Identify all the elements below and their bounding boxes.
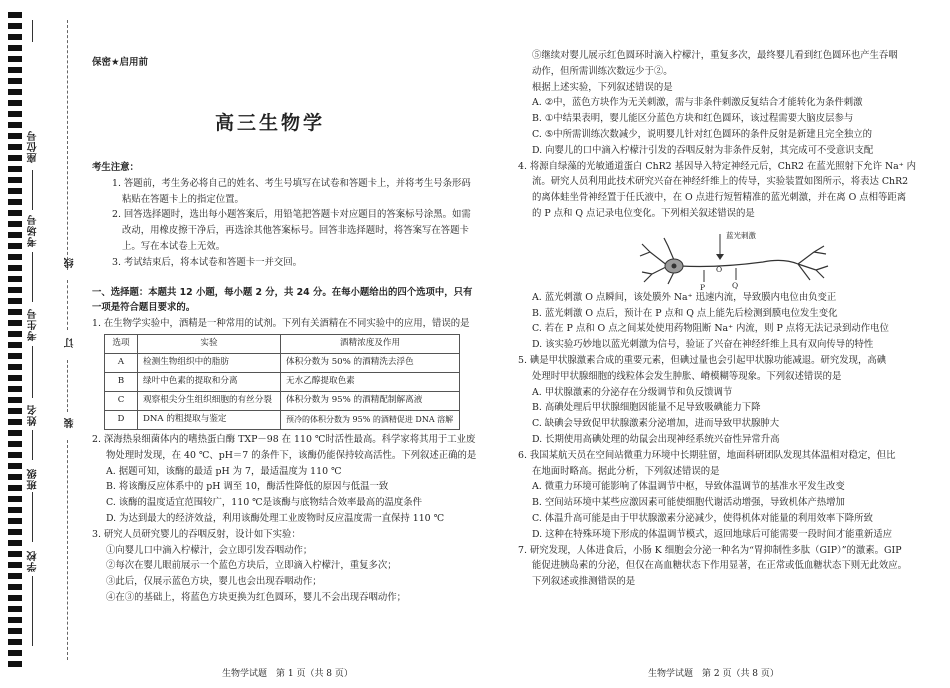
binding-bar — [8, 78, 22, 84]
binding-word-order: 订 — [65, 338, 76, 348]
table-cell: 预冷的体积分数为 95% 的酒精促进 DNA 溶解 — [281, 410, 460, 429]
binding-bar — [8, 485, 22, 491]
binding-dashed-line — [67, 280, 68, 330]
table-header: 实验 — [138, 334, 281, 353]
table-cell: 体积分数为 50% 的酒精洗去浮色 — [281, 353, 460, 372]
candidate-number-label: 考生号 — [28, 308, 39, 341]
binding-bar — [8, 12, 22, 18]
question-6-stem: 在地面时略高。据此分析，下列叙述错误的是 — [532, 465, 720, 477]
binding-bar — [8, 430, 22, 436]
binding-bar — [8, 441, 22, 447]
binding-bar — [8, 518, 22, 524]
option-d: D. 该实验巧妙地以蓝光刺激为信号，验证了兴奋在神经纤维上具有双向传导的特性 — [532, 339, 874, 351]
stimulus-label: 蓝光刺激 — [726, 230, 756, 240]
binding-bar — [8, 364, 22, 370]
footer-page-1: 生物学试题 第 1 页（共 8 页） — [222, 669, 353, 679]
binding-bar — [8, 650, 22, 656]
binding-bar — [8, 254, 22, 260]
table-cell: 检测生物组织中的脂肪 — [138, 353, 281, 372]
table-row — [105, 391, 460, 410]
table-row — [105, 410, 460, 429]
binding-bar — [8, 23, 22, 29]
experiment-step: ④在③的基础上，将蓝色方块更换为红色圆环，婴儿不会出现吞咽动作； — [106, 591, 407, 603]
binding-bar — [8, 199, 22, 205]
binding-line — [32, 492, 33, 542]
note-item: 3. 考试结束后，将本试卷和答题卡一并交回。 — [112, 256, 303, 268]
option-d: D. 向婴儿的口中滴入柠檬汁引发的吞咽反射为非条件反射，其完成可不受意识支配 — [532, 144, 874, 156]
table-row — [105, 353, 460, 372]
binding-bar — [8, 287, 22, 293]
binding-bar — [8, 408, 22, 414]
binding-bar — [8, 133, 22, 139]
binding-bar — [8, 45, 22, 51]
binding-bar — [8, 606, 22, 612]
question-4-stem: 4. 将源自绿藻的光敏通道蛋白 ChR2 基因导入特定神经元后，ChR2 在蓝光照射下允许 Na⁺ 内 — [518, 160, 917, 172]
point-p-label: P — [700, 282, 706, 292]
binding-bar — [8, 452, 22, 458]
binding-bars — [8, 12, 22, 678]
binding-bar — [8, 232, 22, 238]
question-7-stem: 下列叙述或推测错误的是 — [532, 576, 636, 588]
option-a: A. 据题可知，该酶的最适 pH 为 7，最适温度为 110 ℃ — [106, 465, 342, 477]
binding-bar — [8, 463, 22, 469]
binding-bar — [8, 628, 22, 634]
binding-bar — [8, 474, 22, 480]
binding-bar — [8, 221, 22, 227]
page-title: 高三生物学 — [214, 112, 325, 134]
notes-heading: 考生注意： — [92, 162, 139, 173]
question-4-stem: 的 P 点和 Q 点记录电位变化。下列相关叙述错误的是 — [532, 207, 755, 219]
option-d: D. 这种在特殊环境下形成的体温调节模式，返回地球后可能需要一段时间才能重新适应 — [532, 528, 893, 540]
binding-dashed-line — [67, 440, 68, 660]
section-heading: 一、选择题：本题共 12 小题，每小题 2 分，共 24 分。在每小题给出的四个选项中，只有一项是符合题目要求的。 — [92, 286, 473, 314]
binding-word-bind: 装 — [65, 418, 76, 428]
question-4-stem: 流。研究人员利用此技术研究兴奋在神经纤维上的传导，实验装置如图所示，将表达 ChR2 — [532, 176, 909, 188]
question-1-stem: 1. 在生物学实验中，酒精是一种常用的试剂。下列有关酒精在不同实验中的应用，错误的是 — [92, 318, 470, 330]
option-c: C. 体温升高可能是由于甲状腺激素分泌减少，使得机体对能量的利用效率下降所致 — [532, 512, 873, 524]
question-2-stem: 物处理时发现，在 40 ℃、pH＝7 的条件下，该酶仍能保持较高活性。下列叙述正确的是 — [106, 449, 477, 461]
binding-dashed-line — [67, 360, 68, 412]
exam-room-label: 考场号 — [28, 214, 39, 247]
binding-bar — [8, 419, 22, 425]
table-cell: C — [105, 391, 138, 410]
binding-bar — [8, 243, 22, 249]
option-c: C. 若在 P 点和 O 点之间某处使用药物阻断 Na⁺ 内流，则 P 点将无法记录到动作电位 — [532, 323, 889, 335]
table-cell: B — [105, 372, 138, 391]
right-column — [518, 48, 923, 590]
class-label: 班级 — [28, 468, 39, 490]
experiment-step: ①向婴儿口中滴入柠檬汁，会立即引发吞咽动作； — [106, 544, 313, 556]
binding-bar — [8, 56, 22, 62]
binding-line — [32, 252, 33, 302]
binding-bar — [8, 540, 22, 546]
binding-bar — [8, 617, 22, 623]
binding-bar — [8, 265, 22, 271]
binding-bar — [8, 639, 22, 645]
binding-bar — [8, 298, 22, 304]
confidential-mark: 保密★启用前 — [92, 57, 149, 68]
binding-bar — [8, 166, 22, 172]
binding-line — [32, 170, 33, 210]
binding-bar — [8, 144, 22, 150]
question-2-stem: 2. 深海热泉细菌体内的嗜热蛋白酶 TXP－98 在 110 ℃时活性最高。科学家将其用于工业废 — [92, 433, 476, 445]
left-column — [92, 160, 478, 606]
binding-bar — [8, 397, 22, 403]
question-3-stem: 3. 研究人员研究婴儿的吞咽反射，设计如下实验： — [92, 528, 301, 540]
option-b: B. 高碘处理后甲状腺细胞因能量不足导致吸碘能力下降 — [532, 402, 761, 414]
binding-bar — [8, 100, 22, 106]
option-b: B. ①中结果表明，婴儿能区分蓝色方块和红色圆环，该过程需要大脑皮层参与 — [532, 113, 854, 125]
binding-bar — [8, 309, 22, 315]
binding-bar — [8, 551, 22, 557]
question-lead: 根据上述实验，下列叙述错误的是 — [532, 81, 673, 93]
binding-line — [32, 346, 33, 398]
table-header: 酒精浓度及作用 — [281, 334, 460, 353]
option-a: A. 微重力环境可能影响了体温调节中枢，导致体温调节的基准水平发生改变 — [532, 481, 845, 493]
table-cell: 体积分数为 95% 的酒精配制解离液 — [281, 391, 460, 410]
option-c: C. 缺碘会导致促甲状腺激素分泌增加，进而导致甲状腺肿大 — [532, 418, 780, 430]
table-cell: 绿叶中色素的提取和分离 — [138, 372, 281, 391]
table-cell: 观察根尖分生组织细胞的有丝分裂 — [138, 391, 281, 410]
table-row — [105, 372, 460, 391]
binding-line — [32, 20, 33, 42]
binding-bar — [8, 89, 22, 95]
question-7-stem: 能促进胰岛素的分泌，但仅在高血糖状态下作用显著，在正常或低血糖状态下则无此效应。 — [532, 560, 908, 572]
binding-bar — [8, 661, 22, 667]
binding-bar — [8, 496, 22, 502]
binding-bar — [8, 155, 22, 161]
question-1-table — [104, 334, 460, 430]
option-c: C. ⑤中所需训练次数减少，说明婴儿针对红色圆环的条件反射是新建且完全独立的 — [532, 128, 872, 140]
binding-bar — [8, 34, 22, 40]
binding-bar — [8, 320, 22, 326]
binding-bar — [8, 375, 22, 381]
experiment-step: ②每次在婴儿眼前展示一个蓝色方块后，立即滴入柠檬汁，重复多次； — [106, 560, 397, 572]
footer-page-2: 生物学试题 第 2 页（共 8 页） — [648, 669, 779, 679]
point-o-label: O — [716, 264, 723, 274]
binding-bar — [8, 584, 22, 590]
binding-bar — [8, 177, 22, 183]
question-6-stem: 6. 我国某航天员在空间站微重力环境中长期驻留，地面科研团队发现其体温相对稳定，但比 — [518, 449, 896, 461]
binding-bar — [8, 529, 22, 535]
binding-line — [32, 430, 33, 460]
neuron-figure — [518, 222, 923, 290]
table-cell: D — [105, 410, 138, 429]
binding-bar — [8, 111, 22, 117]
binding-bar — [8, 562, 22, 568]
table-cell: 无水乙醇提取色素 — [281, 372, 460, 391]
option-c: C. 该酶的温度适宜范围较广，110 ℃是该酶与底物结合效率最高的温度条件 — [106, 497, 423, 509]
question-5-stem: 5. 碘是甲状腺激素合成的重要元素，但碘过量也会引起甲状腺功能减退。研究发现，高碘 — [518, 354, 887, 366]
binding-bar — [8, 122, 22, 128]
binding-bar — [8, 386, 22, 392]
note-item: 2. 回答选择题时，选出每小题答案后，用铅笔把答题卡对应题目的答案标号涂黑。如需改动，用橡皮擦干净后，再选涂其他答案标号。回答非选择题时，将答案写在答题卡上。写在本试卷上无效。 — [112, 209, 471, 252]
experiment-step: 动作，但所需训练次数远少于②。 — [532, 65, 673, 77]
binding-dashed-line — [67, 20, 68, 270]
table-header: 选项 — [105, 334, 138, 353]
experiment-step: ③此后，仅展示蓝色方块，婴儿也会出现吞咽动作； — [106, 576, 322, 588]
binding-bar — [8, 276, 22, 282]
school-label: 学校 — [28, 550, 39, 572]
option-d: D. 长期使用高碘处理的幼鼠会出现神经系统兴奋性异常升高 — [532, 433, 780, 445]
binding-bar — [8, 67, 22, 73]
point-q-label: Q — [732, 280, 739, 290]
binding-word-line: 线 — [65, 258, 76, 268]
neuron-diagram — [518, 222, 923, 290]
option-a: A. 蓝光刺激 O 点瞬间，该处膜外 Na⁺ 迅速内流，导致膜内电位由负变正 — [532, 291, 837, 303]
binding-line — [32, 576, 33, 646]
option-b: B. 将该酶反应体系中的 pH 调至 10，酶活性降低的原因与低温一致 — [106, 481, 389, 493]
binding-bar — [8, 595, 22, 601]
table-cell: A — [105, 353, 138, 372]
binding-bar — [8, 507, 22, 513]
binding-bar — [8, 353, 22, 359]
name-label: 姓名 — [28, 404, 39, 426]
question-4-stem: 的离体蛙坐骨神经置于任氏液中，在 O 点进行短暂精准的蓝光刺激，并在离 O 点相等距离 — [532, 192, 907, 204]
table-cell: DNA 的粗提取与鉴定 — [138, 410, 281, 429]
question-7-stem: 7. 研究发现，人体进食后，小肠 K 细胞会分泌一种名为“胃抑制性多肽（GIP）”的激素。GIP — [518, 544, 902, 556]
question-5-stem: 处理时甲状腺细胞的线粒体会发生肿胀、嵴模糊等现象。下列叙述错误的是 — [532, 370, 842, 382]
binding-bar — [8, 188, 22, 194]
note-item: 1. 答题前，考生务必将自己的姓名、考生号填写在试卷和答题卡上，并将考生号条形码粘贴在答题卡上的指定位置。 — [112, 177, 471, 205]
option-a: A. 甲状腺激素的分泌存在分级调节和负反馈调节 — [532, 386, 733, 398]
option-a: A. ②中，蓝色方块作为无关刺激，需与非条件刺激反复结合才能转化为条件刺激 — [532, 97, 863, 109]
option-b: B. 蓝光刺激 O 点后，预计在 P 点和 Q 点上能先后检测到膜电位发生变化 — [532, 307, 838, 319]
option-d: D. 为达到最大的经济效益，利用该酶处理工业废物时反应温度需一直保持 110 ℃ — [106, 512, 445, 524]
binding-bar — [8, 573, 22, 579]
experiment-step: ⑤继续对婴儿展示红色圆环时滴入柠檬汁，重复多次，最终婴儿看到红色圆环也产生吞咽 — [532, 50, 898, 61]
option-b: B. 空间站环境中某些应激因素可能使细胞代谢活动增强，导致机体产热增加 — [532, 497, 845, 509]
binding-bar — [8, 210, 22, 216]
binding-bar — [8, 331, 22, 337]
seat-number-label: 座位号 — [28, 130, 39, 163]
binding-bar — [8, 342, 22, 348]
